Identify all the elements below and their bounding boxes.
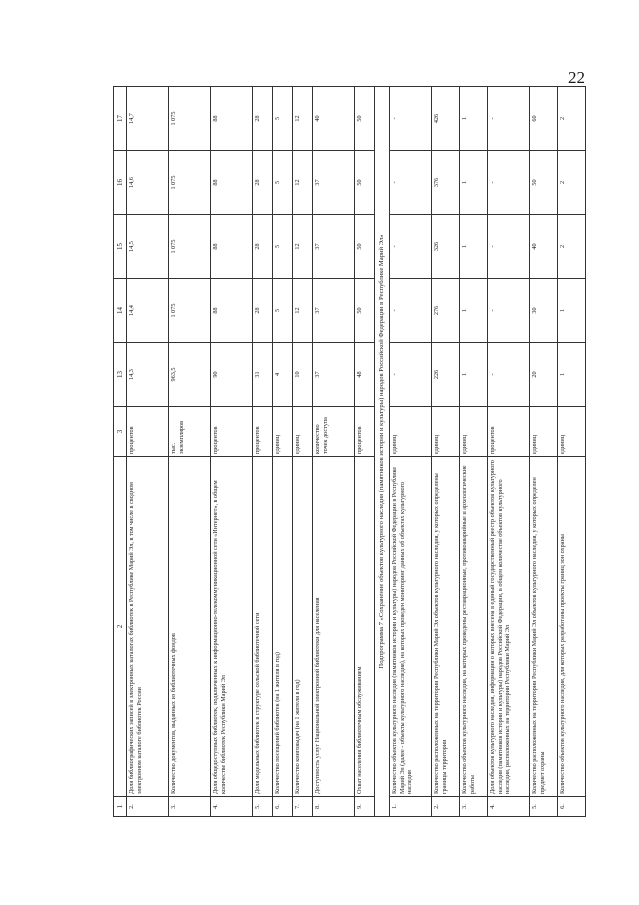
indicator-name: Количество расположенных на территории Республики Марий Эл объектов культурного наследия, у которых определены границы территории	[432, 457, 460, 797]
indicator-table-wrapper	[113, 87, 567, 817]
value-17: 426	[432, 87, 460, 151]
value-14: 1 075	[169, 279, 211, 343]
value-13: 48	[355, 343, 375, 407]
value-15: 326	[432, 215, 460, 279]
value-16: 12	[293, 151, 313, 215]
value-15: 2	[558, 215, 586, 279]
row-number: 6.	[558, 797, 586, 817]
row-number: 3.	[169, 797, 211, 817]
value-16: 1	[460, 151, 488, 215]
value-15: 50	[355, 215, 375, 279]
indicator-unit: процентов	[211, 407, 253, 457]
value-13: 4	[273, 343, 293, 407]
indicator-table	[113, 86, 586, 817]
page-number: 22	[568, 68, 585, 87]
indicator-name: Доля модельных библиотек в структуре сельской библиотечной сети	[253, 457, 273, 797]
value-17: 5	[273, 87, 293, 151]
indicator-name: Количество расположенных на территории Республики Марий Эл объектов культурного наследия, у которых определен предмет охраны	[530, 457, 558, 797]
value-15: 12	[293, 215, 313, 279]
value-13: 1	[558, 343, 586, 407]
table-row	[273, 87, 293, 817]
value-16: 28	[253, 151, 273, 215]
value-14: 30	[530, 279, 558, 343]
value-16: 88	[211, 151, 253, 215]
value-17: 88	[211, 87, 253, 151]
value-14: 28	[253, 279, 273, 343]
indicator-name: Доля библиографических записей в электронных каталогах библиотек в Республике Марий Эл, в том числе в сводном электронном каталоге библиотек России	[127, 457, 169, 797]
row-number: 4.	[211, 797, 253, 817]
indicator-unit: процентов	[488, 407, 530, 457]
value-17: 12	[293, 87, 313, 151]
table-row	[460, 87, 488, 817]
indicator-unit: единиц	[432, 407, 460, 457]
indicator-unit: процентов	[355, 407, 375, 457]
subprogram-row	[375, 87, 390, 817]
indicator-name: Количество документов, выданных из библиотечных фондов	[169, 457, 211, 797]
indicator-unit: процентов	[253, 407, 273, 457]
value-13: 226	[432, 343, 460, 407]
indicator-unit: единиц	[293, 407, 313, 457]
value-15: 5	[273, 215, 293, 279]
indicator-name: Количество посещений библиотек (на 1 жителя в год)	[273, 457, 293, 797]
value-13: 31	[253, 343, 273, 407]
value-13: -	[488, 343, 530, 407]
value-14: 1	[460, 279, 488, 343]
value-16: 2	[558, 151, 586, 215]
table-row	[313, 87, 355, 817]
value-13: -	[390, 343, 432, 407]
value-17: 1 075	[169, 87, 211, 151]
value-17: 2	[558, 87, 586, 151]
value-14: 1	[558, 279, 586, 343]
indicator-unit: единиц	[530, 407, 558, 457]
header-cell: 13	[114, 343, 127, 407]
header-row	[114, 87, 127, 817]
header-cell: 3	[114, 407, 127, 457]
indicator-name: Доля общедоступных библиотек, подключенных к информационно-телекоммуникационной сети «Интернет», в общем количестве библиотек Республики Марий Эл	[211, 457, 253, 797]
table-row	[211, 87, 253, 817]
value-17: 14,7	[127, 87, 169, 151]
value-15: -	[390, 215, 432, 279]
row-number: 8.	[313, 797, 355, 817]
value-15: 14,5	[127, 215, 169, 279]
value-17: -	[488, 87, 530, 151]
value-16: 5	[273, 151, 293, 215]
indicator-name: Количество объектов культурного наследия, на которых проведены реставрационные, противоаварийные и археологические работы	[460, 457, 488, 797]
value-16: 50	[355, 151, 375, 215]
indicator-unit: единиц	[460, 407, 488, 457]
indicator-name: Доля объектов культурного наследия, информация о которых внесена в единый государственный реестр объектов культурного наследия (памятников истории и культуры) народов Российской Федерации, в общем количестве объектов культурного наследия, расположенных на территории Республики Марий Эл	[488, 457, 530, 797]
row-number: 5.	[253, 797, 273, 817]
value-13: 1	[460, 343, 488, 407]
value-13: 14,3	[127, 343, 169, 407]
indicator-unit: количество точек доступа	[313, 407, 355, 457]
value-15: 1 075	[169, 215, 211, 279]
value-16: 14,6	[127, 151, 169, 215]
value-17: 40	[313, 87, 355, 151]
value-14: 37	[313, 279, 355, 343]
table-row	[432, 87, 460, 817]
header-cell: 17	[114, 87, 127, 151]
table-row	[253, 87, 273, 817]
header-cell: 14	[114, 279, 127, 343]
value-16: 50	[530, 151, 558, 215]
value-14: 14,4	[127, 279, 169, 343]
table-row	[488, 87, 530, 817]
row-number: 3.	[460, 797, 488, 817]
header-cell: 16	[114, 151, 127, 215]
value-14: 5	[273, 279, 293, 343]
indicator-name: Количество объектов культурного наследия (памятников истории и культуры) народов Российской Федерации в Республике Марий Эл (далее - объекты культурного наследия), на которых проведен мониторинг данных об объектах культурного наследия	[390, 457, 432, 797]
value-17: 60	[530, 87, 558, 151]
value-13: 37	[313, 343, 355, 407]
value-13: 20	[530, 343, 558, 407]
value-14: 88	[211, 279, 253, 343]
value-13: 90	[211, 343, 253, 407]
value-16: -	[488, 151, 530, 215]
row-number: 6.	[273, 797, 293, 817]
row-number: 2.	[432, 797, 460, 817]
indicator-unit: единиц	[558, 407, 586, 457]
indicator-name: Доступность услуг Национальной электронной библиотеки для населения	[313, 457, 355, 797]
value-15: 28	[253, 215, 273, 279]
value-16: -	[390, 151, 432, 215]
value-14: -	[390, 279, 432, 343]
indicator-name: Охват населения библиотечным обслуживанием	[355, 457, 375, 797]
table-row	[169, 87, 211, 817]
indicator-unit: процентов	[127, 407, 169, 457]
table-row	[355, 87, 375, 817]
indicator-name: Количество книговыдач (на 1 жителя в год)	[293, 457, 313, 797]
row-number: 4.	[488, 797, 530, 817]
table-row	[530, 87, 558, 817]
value-17: -	[390, 87, 432, 151]
indicator-unit: единиц	[390, 407, 432, 457]
subprogram-title: Подпрограмма 7 «Сохранение объектов культурного наследия (памятников истории и культуры) народов Российской Федерации в Республике Марий Эл»	[375, 87, 390, 817]
value-14: 276	[432, 279, 460, 343]
value-16: 376	[432, 151, 460, 215]
table-row	[127, 87, 169, 817]
value-13: 10	[293, 343, 313, 407]
row-number: 9.	[355, 797, 375, 817]
value-15: -	[488, 215, 530, 279]
table-row	[390, 87, 432, 817]
indicator-unit: единиц	[273, 407, 293, 457]
row-number: 7.	[293, 797, 313, 817]
value-17: 50	[355, 87, 375, 151]
value-17: 1	[460, 87, 488, 151]
row-number: 1.	[390, 797, 432, 817]
table-row	[293, 87, 313, 817]
value-16: 37	[313, 151, 355, 215]
header-cell: 1	[114, 797, 127, 817]
indicator-name: Количество объектов культурного наследия, для которых разработаны проекты границ зон охраны	[558, 457, 586, 797]
value-14: 50	[355, 279, 375, 343]
header-cell: 2	[114, 457, 127, 797]
value-14: -	[488, 279, 530, 343]
value-13: 963,5	[169, 343, 211, 407]
table-row	[558, 87, 586, 817]
row-number: 5.	[530, 797, 558, 817]
value-15: 40	[530, 215, 558, 279]
value-16: 1 075	[169, 151, 211, 215]
value-15: 37	[313, 215, 355, 279]
value-17: 28	[253, 87, 273, 151]
indicator-unit: тыс. экземпляров	[169, 407, 211, 457]
header-cell: 15	[114, 215, 127, 279]
value-15: 88	[211, 215, 253, 279]
value-15: 1	[460, 215, 488, 279]
value-14: 12	[293, 279, 313, 343]
row-number: 2.	[127, 797, 169, 817]
